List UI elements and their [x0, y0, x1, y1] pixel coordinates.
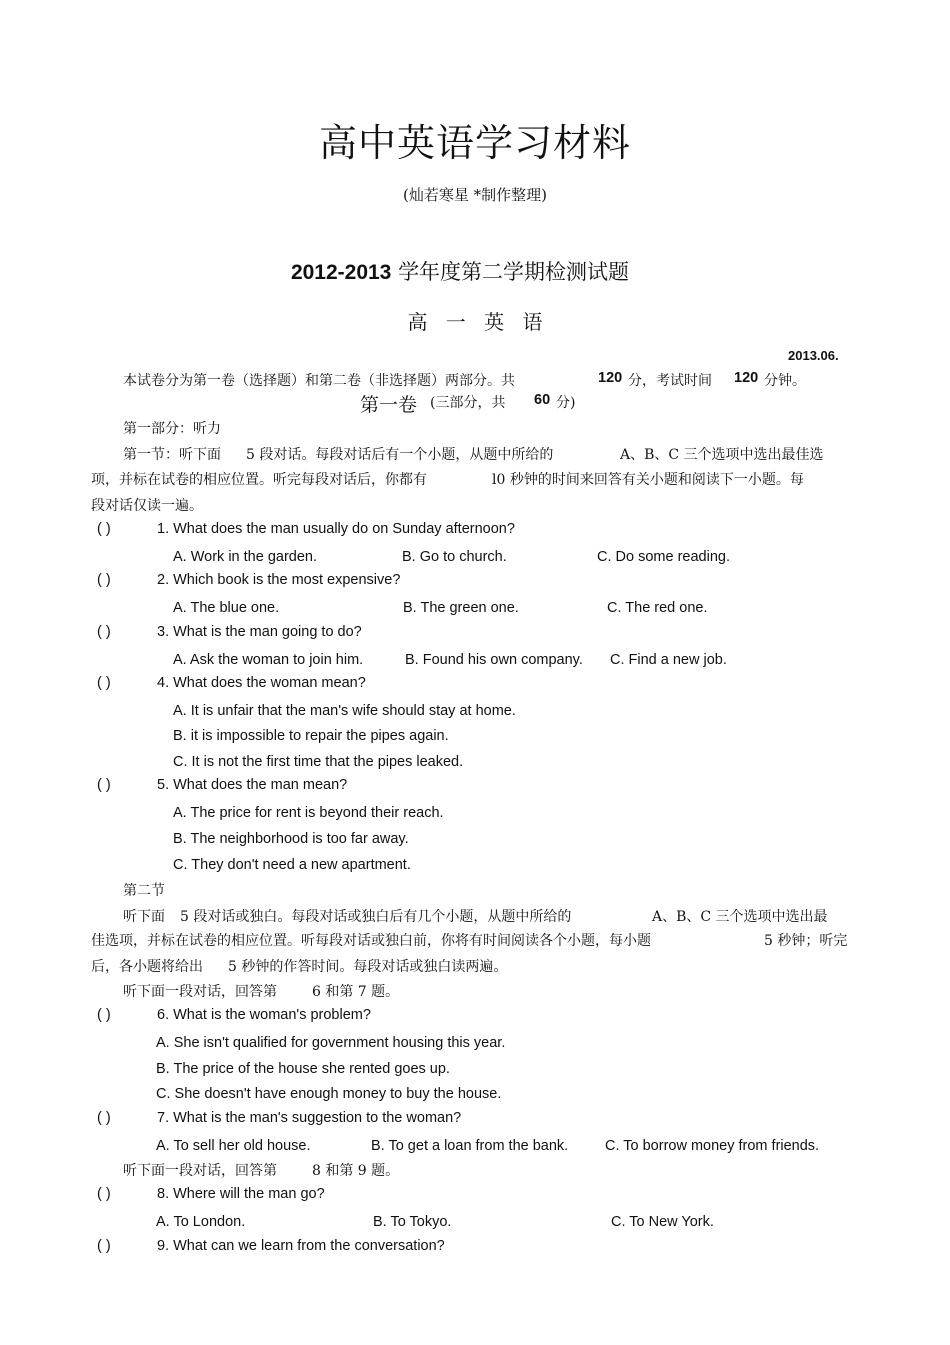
option-a: A. It is unfair that the man's wife should stay at home. — [173, 703, 516, 719]
answer-blank: ( ) — [97, 1238, 111, 1254]
answer-blank: ( ) — [97, 1186, 111, 1202]
section1-line2-b: l0 秒钟的时间来回答有关小题和阅读下一小题。每 — [492, 472, 804, 488]
section2-line1-a: 听下面 — [123, 909, 165, 925]
question-text: 7. What is the man's suggestion to the woman? — [157, 1110, 462, 1126]
answer-blank: ( ) — [97, 624, 111, 640]
option-b: B. The neighborhood is too far away. — [173, 831, 409, 847]
option-c: C. They don't need a new apartment. — [173, 857, 411, 873]
option-a: A. The blue one. — [173, 600, 280, 616]
option-a: A. The price for rent is beyond their reach. — [173, 805, 444, 821]
answer-blank: ( ) — [97, 1110, 111, 1126]
option-b: B. Found his own company. — [405, 652, 583, 668]
option-a: A. Work in the garden. — [173, 549, 318, 565]
exam-title — [0, 256, 920, 286]
exam-title-text: 学年度第二学期检测试题 — [398, 260, 630, 284]
section2-line2-a: 佳选项，并标在试卷的相应位置。听每段对话或独白前，你将有时间阅读各个小题，每小题 — [91, 933, 651, 949]
volume-score-b: 分) — [556, 395, 576, 411]
option-c: C. To borrow money from friends. — [605, 1138, 820, 1154]
section2-line3-a: 后，各小题将给出 — [91, 959, 203, 975]
part-title: 第一部分：听力 — [123, 421, 221, 437]
intro-time: 120 — [734, 370, 759, 386]
question-text: 9. What can we learn from the conversation? — [157, 1238, 445, 1254]
section1-line1-c: A、B、C 三个选项中选出最佳选 — [620, 447, 824, 463]
volume-score-a: (三部分，共 — [430, 395, 506, 411]
listen-8-9-b: 8 和第 9 题。 — [312, 1163, 400, 1179]
section2-title: 第二节 — [123, 883, 165, 899]
question-text: 8. Where will the man go? — [157, 1186, 325, 1202]
section2-line1-b: 5 段对话或独白。每段对话或独白后有几个小题，从题中所给的 — [180, 909, 572, 925]
option-c: C. Find a new job. — [610, 652, 727, 668]
document-title: 高中英语学习材料 — [318, 121, 631, 165]
section1-line3: 段对话仅读一遍。 — [91, 498, 203, 514]
intro-text-a: 本试卷分为第一卷（选择题）和第二卷（非选择题）两部分。共 — [123, 373, 515, 389]
exam-year: 2012-2013 — [290, 261, 392, 284]
option-a: A. To London. — [156, 1214, 246, 1230]
listen-6-7-a: 听下面一段对话，回答第 — [123, 984, 277, 1000]
exam-date: 2013.06. — [788, 348, 839, 363]
intro-text-c: 分钟。 — [764, 373, 806, 389]
section2-line1-c: A、B、C 三个选项中选出最 — [652, 909, 828, 925]
option-c: C. She doesn't have enough money to buy the house. — [156, 1086, 502, 1102]
intro-score: 120 — [598, 370, 623, 386]
answer-blank: ( ) — [97, 777, 111, 793]
section1-line2-a: 项，并标在试卷的相应位置。听完每段对话后，你都有 — [91, 472, 427, 488]
option-b: B. To Tokyo. — [373, 1214, 452, 1230]
option-c: C. It is not the first time that the pipes leaked. — [173, 754, 464, 770]
question-text: 5. What does the man mean? — [157, 777, 348, 793]
answer-blank: ( ) — [97, 675, 111, 691]
question-text: 1. What does the man usually do on Sunday afternoon? — [157, 521, 515, 537]
volume-title: 第一卷 — [360, 394, 418, 416]
option-b: B. Go to church. — [402, 549, 507, 565]
option-a: A. To sell her old house. — [156, 1138, 311, 1154]
option-b: B. The green one. — [403, 600, 519, 616]
option-b: B. The price of the house she rented goes up. — [156, 1061, 450, 1077]
section1-line1-b: 5 段对话。每段对话后有一个小题，从题中所给的 — [246, 447, 554, 463]
question-text: 6. What is the woman's problem? — [157, 1007, 371, 1023]
question-text: 3. What is the man going to do? — [157, 624, 362, 640]
option-b: B. To get a loan from the bank. — [371, 1138, 569, 1154]
intro-text-b: 分，考试时间 — [628, 373, 712, 389]
option-c: C. The red one. — [607, 600, 708, 616]
section2-line3-b: 5 秒钟的作答时间。每段对话或独白读两遍。 — [228, 959, 508, 975]
option-c: C. Do some reading. — [597, 549, 730, 565]
option-c: C. To New York. — [611, 1214, 714, 1230]
answer-blank: ( ) — [97, 521, 111, 537]
document-subtitle: (灿若寒星 *制作整理) — [403, 186, 547, 204]
option-a: A. Ask the woman to join him. — [173, 652, 364, 668]
volume-score: 60 — [534, 392, 551, 408]
question-text: 4. What does the woman mean? — [157, 675, 366, 691]
subject-heading: 高 一 英 语 — [407, 310, 543, 334]
option-b: B. it is impossible to repair the pipes again. — [173, 728, 449, 744]
listen-8-9-a: 听下面一段对话，回答第 — [123, 1163, 277, 1179]
section2-line2-b: 5 秒钟；听完 — [764, 933, 848, 949]
answer-blank: ( ) — [97, 572, 111, 588]
listen-6-7-b: 6 和第 7 题。 — [312, 984, 400, 1000]
question-text: 2. Which book is the most expensive? — [157, 572, 401, 588]
answer-blank: ( ) — [97, 1007, 111, 1023]
section1-line1-a: 第一节：听下面 — [123, 447, 221, 463]
option-a: A. She isn't qualified for government housing this year. — [156, 1035, 506, 1051]
